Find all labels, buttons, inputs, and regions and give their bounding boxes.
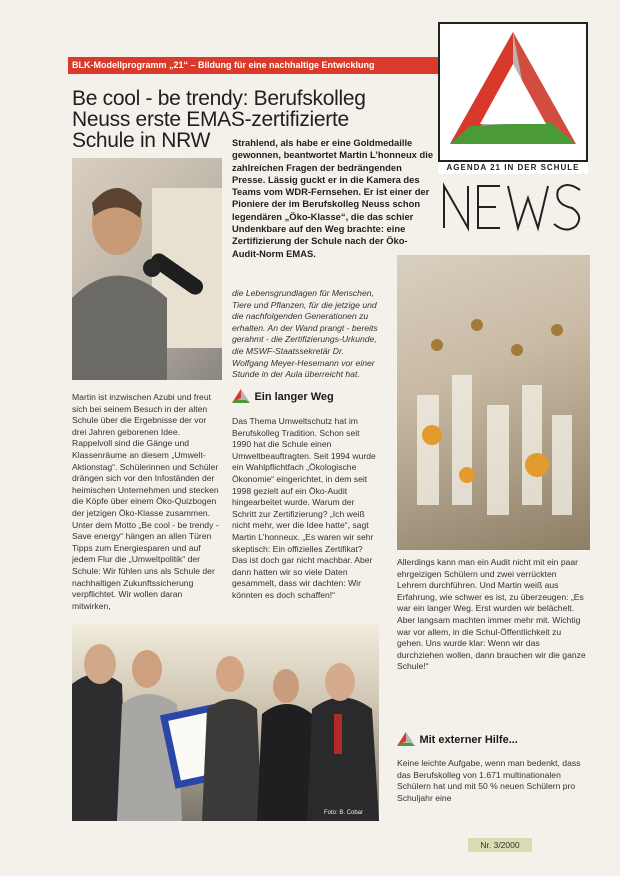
- triangle-logo-icon: [440, 24, 586, 160]
- lead-paragraph: Strahlend, als habe er eine Goldmedaille gewonnen, beantwortet Martin L’honneux die zahlreichen Fragen der bedrängenden Presse. Lässig guckt er in die Kamera des Teams vom WDR-Fernsehen. Er ist einer der Pioniere der im Berufskolleg Neuss schon legendären „Öko-Klasse“, die das schier Undenkbare auf den Weg brachte: eine Zertifizierung der Schule nach der Öko-Audit-Norm EMAS.: [232, 137, 434, 259]
- issue-number: Nr. 3/2000: [468, 838, 532, 852]
- agenda-triangle-icon: [232, 389, 250, 403]
- news-letters: [438, 176, 588, 236]
- headline: Be cool - be trendy: Berufskolleg Neuss erste EMAS-zertifizierte Schule in NRW: [72, 87, 366, 152]
- subheading-2-text: Mit externer Hilfe...: [419, 734, 518, 746]
- logo-band: AGENDA 21 IN DER SCHULE: [438, 160, 588, 174]
- body-column-3: Allerdings kann man ein Audit nicht mit ein paar ehrgeizigen Schülern und zwei verrückten Lehrern durchführen. Und Martin weiß aus Erfahrung, wie schwer es ist, zu überzeugen: „Es war ein langer Weg. Erst wurden wir belächelt. Aber langsam machten immer mehr mit. Wichtig war vor allem, in die Schul-Öffentlichkeit zu gehen. Uns wurde klar: Wenn wir das durchziehen wollen, dann brauchen wir die ganze Schule!“: [397, 557, 586, 672]
- series-banner: BLK-Modellprogramm „21“ – Bildung für eine nachhaltige Entwicklung: [68, 57, 440, 74]
- subheading-1-text: Ein langer Weg: [254, 391, 334, 403]
- photo-credit: Foto: B. Cobar: [324, 810, 364, 816]
- subheading-1: [232, 387, 382, 407]
- agenda21-logo: [438, 22, 588, 174]
- body-column-1: Martin ist inzwischen Azubi und freut sich bei seinem Besuch in der alten Schule über die Ergebnisse der vor drei Jahren geborenen Idee. Rappelvoll sind die Gänge und Klassenräume an diesem „Umwelt-Aktionstag“. Schülerinnen und Schüler drängen sich vor den Infoständen der heimischen Unternehmen und stecken die Köpfe über einem Öko-Quizbogen der jetzigen Öko-Klasse zusammen. Unter dem Motto „Be cool - be trendy - Save energy“ hängen an allen Türen Tipps zum Energiesparen und auf jedem Flur die „Umweltpolitik“ der Schule: Wir fühlen uns als Schule der nachhaltigen Zukunftssicherung verpflichtet. Wir wollen daran mitwirken,: [72, 392, 219, 611]
- news-wordmark: [438, 176, 588, 236]
- subheading-2: [397, 730, 587, 750]
- body-column-2: Das Thema Umweltschutz hat im Berufskolleg Tradition. Schon seit 1990 hat die Schule einen Umweltbeauftragten. Seit 1994 wurde ein Wahlpflichtfach „Ökologische Ökonomie“ eingerichtet, in dem seit 1998 gezielt auf ein Öko-Audit hingearbeitet wurde. Warum der Schritt zur Zertifizierung? „Ich weiß nicht mehr, wer die Idee hatte“, sagt Martin L’honneux. „Es waren wir sehr skeptisch: Ein offizielles Zertifikat? Das ist doch gar nicht machbar. Aber dann hatten wir so viele Daten gesammelt, dass wir dachten: Wir könnten es doch schaffen!“: [232, 416, 376, 600]
- body-column-3-continued: Keine leichte Aufgabe, wenn man bedenkt, dass das Berufskolleg von 1.671 multinationalen Schülern hat und mit 50 % neuen Schülern pro Schuljahr eine: [397, 758, 581, 803]
- certificate-ceremony-photo: [72, 624, 379, 821]
- agenda-triangle-icon: [397, 732, 415, 746]
- interview-photo: [72, 158, 222, 380]
- body-column-2-intro: die Lebensgrundlagen für Menschen, Tiere und Pflanzen, für die jetzige und die nachfolgenden Generationen zu erhalten. An der Wand prangt - bereits gerahmt - die Zertifizierungs-Urkunde, die MSWF-Staatssekretär Dr. Wolfgang Meyer-Hesemann vor einer Stunde in der Aula überreicht hat.: [232, 288, 378, 380]
- glasses-photo: [397, 255, 590, 550]
